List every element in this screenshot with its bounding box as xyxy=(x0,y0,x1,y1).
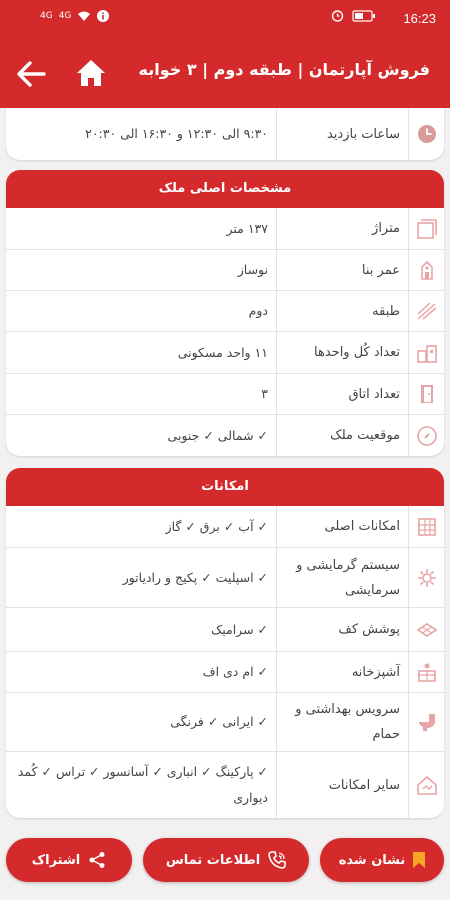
feature-label: سیستم گرمایشی و سرمایشی xyxy=(276,548,408,607)
battery-icon xyxy=(352,10,376,22)
status-bar xyxy=(0,0,450,38)
spec-row xyxy=(6,332,444,374)
info-icon xyxy=(97,10,109,22)
alarm-icon xyxy=(331,9,344,22)
spec-value: دوم xyxy=(248,303,268,318)
visit-icon-cell xyxy=(408,108,444,160)
feature-row xyxy=(6,652,444,693)
feature-value: ✓ ایرانی ✓ فرنگی xyxy=(170,714,268,729)
listing-content[interactable] xyxy=(0,108,450,828)
share-button[interactable] xyxy=(6,838,132,882)
spec-label: عمر بنا xyxy=(276,250,408,290)
bookmark-button[interactable] xyxy=(320,838,444,882)
page-title: فروش آپارتمان | طبقه دوم | ۳ خوابه xyxy=(138,60,430,79)
spec-label: متراژ xyxy=(276,208,408,249)
more-features-icon xyxy=(416,774,438,796)
network-label: 4G xyxy=(58,11,72,21)
compass-icon xyxy=(416,425,438,447)
units-icon xyxy=(416,342,438,364)
spec-value: نوساز xyxy=(237,262,268,277)
stairs-icon xyxy=(416,300,438,322)
contact-info-label: اطلاعات تماس xyxy=(165,852,261,868)
specs-title: مشخصات اصلی ملک xyxy=(6,170,444,208)
bookmark-label: نشان شده xyxy=(338,852,406,868)
visit-value: ۹:۳۰ الی ۱۲:۳۰ و ۱۶:۳۰ الی ۲۰:۳۰ xyxy=(85,126,268,141)
back-button[interactable] xyxy=(14,58,48,90)
features-card xyxy=(6,468,444,818)
system-indicators xyxy=(331,9,376,22)
visit-label: ساعات بازدید xyxy=(276,108,408,160)
feature-row xyxy=(6,608,444,652)
home-icon xyxy=(74,57,108,89)
clock-icon xyxy=(417,124,437,144)
feature-label: سرویس بهداشتی و حمام xyxy=(276,693,408,751)
feature-value: ✓ ام دی اف xyxy=(202,664,268,679)
share-label: اشتراک xyxy=(31,852,81,868)
feature-label: آشپزخانه xyxy=(276,652,408,692)
heating-icon xyxy=(416,567,438,589)
feature-row xyxy=(6,693,444,752)
feature-value: ✓ سرامیک xyxy=(211,621,268,637)
feature-row xyxy=(6,548,444,608)
visit-card xyxy=(6,108,444,160)
floor-icon xyxy=(416,619,438,641)
spec-row xyxy=(6,208,444,250)
phone-icon xyxy=(268,851,286,869)
network-label: 4G xyxy=(40,11,53,21)
feature-row xyxy=(6,752,444,818)
share-icon xyxy=(88,851,106,869)
spec-label: تعداد اتاق xyxy=(276,374,408,414)
feature-row xyxy=(6,506,444,548)
contact-info-button[interactable] xyxy=(143,838,309,882)
bottom-action-bar xyxy=(0,828,450,900)
spec-row xyxy=(6,291,444,332)
toilet-icon xyxy=(416,711,438,733)
specs-card xyxy=(6,170,444,456)
wifi-icon xyxy=(77,10,91,22)
feature-label: پوشش کف xyxy=(276,608,408,651)
spec-label: تعداد کُل واحدها xyxy=(276,332,408,373)
door-icon xyxy=(416,383,438,405)
feature-value: ✓ اسپلیت ✓ پکیج و رادیاتور xyxy=(122,569,268,585)
building-age-icon xyxy=(416,259,438,281)
spec-value: ۳ xyxy=(261,386,268,401)
feature-label: امکانات اصلی xyxy=(276,506,408,547)
spec-label: موقعیت ملک xyxy=(276,415,408,456)
clock: 16:23 xyxy=(403,11,436,26)
app-bar xyxy=(0,38,450,108)
feature-value: ✓ آب ✓ برق ✓ گاز xyxy=(165,518,268,534)
visit-row xyxy=(6,108,444,160)
spec-value: ۱۱ واحد مسکونی xyxy=(177,344,268,360)
bookmark-icon xyxy=(413,852,425,868)
kitchen-icon xyxy=(416,661,438,683)
arrow-left-icon xyxy=(14,58,48,90)
spec-value: ✓ شمالی ✓ جنوبی xyxy=(167,427,268,443)
spec-row xyxy=(6,415,444,456)
home-button[interactable] xyxy=(74,57,108,89)
utilities-icon xyxy=(416,516,438,538)
area-icon xyxy=(416,218,438,240)
network-indicators xyxy=(40,10,109,22)
spec-value: ۱۳۷ متر xyxy=(226,220,268,236)
feature-value: ✓ پارکینگ ✓ انباری ✓ آسانسور ✓ تراس ✓ کُمد دیواری xyxy=(17,764,268,805)
spec-row xyxy=(6,374,444,415)
feature-label: سایر امکانات xyxy=(276,752,408,818)
features-title: امکانات xyxy=(6,468,444,506)
spec-label: طبقه xyxy=(276,291,408,331)
spec-row xyxy=(6,250,444,291)
